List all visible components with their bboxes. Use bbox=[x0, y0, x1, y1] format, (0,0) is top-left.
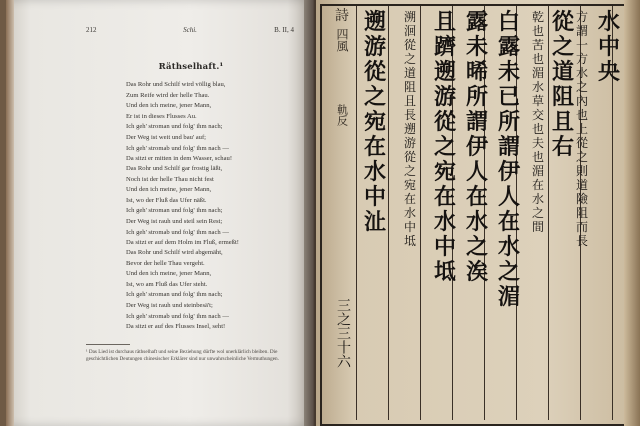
chinese-character: 交 bbox=[531, 108, 544, 122]
verse-line: Da sitzt er auf des Flusses Insel, seht! bbox=[126, 323, 226, 331]
chinese-character: 謂 bbox=[497, 134, 520, 160]
page-edge bbox=[6, 0, 14, 426]
chinese-character: 苦 bbox=[531, 38, 544, 52]
verse-line: Der Weg ist rauh und steil sein Rest; bbox=[126, 217, 223, 225]
chinese-character: 在 bbox=[403, 192, 416, 206]
chinese-character: 謂 bbox=[465, 109, 488, 135]
fold-number bbox=[334, 298, 352, 368]
chinese-character: 未 bbox=[465, 34, 488, 60]
chinese-character: 險 bbox=[575, 192, 588, 206]
verse-line: Das Rohr und Schilf gar frostig läßt, bbox=[126, 165, 223, 172]
verse-line: Ich geh' stroman und folg' ihm nach; bbox=[126, 123, 223, 131]
chinese-character: 草 bbox=[531, 94, 544, 108]
chinese-character: 在 bbox=[465, 184, 488, 210]
page-edge-right bbox=[624, 0, 640, 426]
chinese-character: 而 bbox=[575, 220, 588, 234]
stanza-3 bbox=[126, 248, 316, 333]
chinese-character: 在 bbox=[497, 209, 520, 235]
chinese-character: 在 bbox=[531, 178, 544, 192]
chinese-character: 謂 bbox=[575, 24, 588, 38]
chinese-character: 中 bbox=[403, 220, 416, 234]
verse-line: Und den ich meine, jener Mann, bbox=[126, 270, 212, 278]
chinese-character: 長 bbox=[403, 108, 416, 122]
chinese-character: 從 bbox=[433, 109, 456, 135]
chinese-character: 遡 bbox=[363, 9, 386, 35]
chinese-character: 水 bbox=[597, 9, 620, 35]
chinese-character: 水 bbox=[531, 192, 544, 206]
margin-note-text: 軌反 bbox=[335, 104, 349, 126]
verse-line: Da sitzt er auf dem Holm im Fluß, ermeßt! bbox=[126, 239, 239, 247]
chinese-character: 之 bbox=[363, 84, 386, 110]
verse-line: Ich geh' stromab und folg' ihm nach — bbox=[126, 312, 229, 320]
page-number: 212 bbox=[86, 26, 97, 34]
chinese-character: 央 bbox=[597, 59, 620, 85]
chinese-character: 坻 bbox=[433, 259, 456, 285]
chinese-character: 之 bbox=[433, 134, 456, 160]
chinese-character: 所 bbox=[465, 84, 488, 110]
chinese-character: 在 bbox=[363, 134, 386, 160]
verse-line: Und den ich meine, jener Mann, bbox=[126, 102, 212, 110]
verse-line: Und den ich meine, jener Mann, bbox=[126, 186, 212, 194]
chinese-character: 未 bbox=[497, 59, 520, 85]
chinese-character: 從 bbox=[363, 59, 386, 85]
verse-line: Da sitzt er mitten in dem Wasser, schau! bbox=[126, 155, 233, 163]
running-title: Schi. bbox=[183, 26, 197, 34]
chinese-character: 白 bbox=[497, 9, 520, 35]
stanza-2 bbox=[126, 164, 316, 249]
stanza-1 bbox=[126, 80, 316, 165]
chinese-character: 晞 bbox=[465, 59, 488, 85]
text-column bbox=[494, 10, 524, 310]
verse-line: Ich geh' stroman und folg' ihm nach; bbox=[126, 207, 223, 215]
chinese-character: 躋 bbox=[433, 34, 456, 60]
chinese-character: 涘 bbox=[465, 259, 488, 285]
chinese-character: 一 bbox=[575, 38, 588, 52]
verse-line: Ich geh' stroman und folg' ihm nach; bbox=[126, 291, 223, 299]
chinese-character: 方 bbox=[575, 10, 588, 24]
text-column bbox=[548, 10, 578, 160]
chinese-character: 方 bbox=[575, 52, 588, 66]
chinese-character: 長 bbox=[575, 234, 588, 248]
chinese-character: 且 bbox=[433, 9, 456, 35]
chinese-character: 從 bbox=[551, 9, 574, 35]
chinese-character: 露 bbox=[465, 9, 488, 35]
chinese-character: 阻 bbox=[575, 206, 588, 220]
verse-line: Ist, wo am Fluß das Ufer steht. bbox=[126, 280, 208, 288]
chinese-character: 之 bbox=[403, 52, 416, 66]
chinese-character: 也 bbox=[531, 122, 544, 136]
chinese-character: 從 bbox=[403, 150, 416, 164]
column-rule bbox=[420, 6, 421, 420]
verse-line: Er ist in dieses Flusses Au. bbox=[126, 112, 197, 120]
chinese-character: 道 bbox=[403, 66, 416, 80]
chinese-character: 在 bbox=[433, 184, 456, 210]
margin-title-text: 詩 bbox=[335, 8, 349, 24]
column-rule bbox=[356, 6, 357, 420]
chinese-character: 水 bbox=[531, 80, 544, 94]
chinese-character: 且 bbox=[551, 109, 574, 135]
chinese-character: 道 bbox=[575, 178, 588, 192]
chinese-character: 右 bbox=[551, 134, 574, 160]
chinese-character: 從 bbox=[575, 136, 588, 150]
left-page bbox=[6, 0, 312, 426]
chinese-character: 則 bbox=[575, 164, 588, 178]
text-column bbox=[594, 10, 624, 85]
chinese-character: 沚 bbox=[363, 209, 386, 235]
chinese-character: 伊 bbox=[497, 159, 520, 185]
poem-title: Räthselhaft.¹ bbox=[158, 62, 224, 72]
chinese-character: 宛 bbox=[363, 109, 386, 135]
verse-line: Der Weg ist weit und bau' auf; bbox=[126, 133, 207, 141]
text-column bbox=[528, 10, 548, 234]
footnote: ¹ Das Lied ist durchaus räthselhaft und seine Beziehung dürfte wol unerklärlich bleiben. Die geschichtlichen Deutungen chinesischer Erklärer sind nur unwahrscheinliche Vermuthungen. bbox=[86, 349, 279, 363]
verse-line: Das Rohr und Schilf wird völlig blau, bbox=[126, 81, 226, 88]
verse-line: Das Rohr und Schilf wird abgemäht, bbox=[126, 249, 223, 256]
chinese-character: 遡 bbox=[403, 122, 416, 136]
chinese-character: 湄 bbox=[531, 66, 544, 80]
chinese-character: 之 bbox=[403, 164, 416, 178]
verse-line: Bevor der helle Thau vergeht. bbox=[126, 259, 205, 267]
chinese-character: 宛 bbox=[433, 159, 456, 185]
text-column bbox=[462, 10, 492, 285]
fold-number-text: 三之三十六 bbox=[335, 298, 351, 368]
chinese-character: 之 bbox=[465, 234, 488, 260]
chinese-character: 游 bbox=[403, 136, 416, 150]
chinese-character: 伊 bbox=[465, 134, 488, 160]
footnote-divider bbox=[86, 344, 130, 345]
chinese-character: 上 bbox=[575, 122, 588, 136]
chinese-character: 坻 bbox=[403, 234, 416, 248]
chinese-character: 中 bbox=[433, 234, 456, 260]
chinese-character: 所 bbox=[497, 109, 520, 135]
verse-line: Zum Reife wird der helle Thau. bbox=[126, 91, 210, 99]
text-column bbox=[360, 10, 390, 235]
chinese-character: 夫 bbox=[531, 136, 544, 150]
chinese-character: 之 bbox=[531, 206, 544, 220]
chinese-character: 且 bbox=[403, 94, 416, 108]
margin-title bbox=[332, 8, 352, 126]
chinese-character: 乾 bbox=[531, 10, 544, 24]
chinese-character: 從 bbox=[403, 38, 416, 52]
chinese-character: 人 bbox=[497, 184, 520, 210]
chinese-character: 水 bbox=[433, 209, 456, 235]
chinese-character: 也 bbox=[531, 24, 544, 38]
text-column bbox=[430, 10, 460, 285]
text-column bbox=[400, 10, 420, 248]
verse-line: Ich geh' stromab und folg' ihm nach — bbox=[126, 228, 229, 236]
chinese-character: 也 bbox=[575, 108, 588, 122]
chinese-character: 也 bbox=[531, 52, 544, 66]
chinese-character: 之 bbox=[575, 150, 588, 164]
chinese-character: 之 bbox=[551, 34, 574, 60]
verse-line: Der Weg ist rauh und steinbesä't; bbox=[126, 301, 213, 309]
chinese-character: 已 bbox=[497, 84, 520, 110]
chinese-character: 游 bbox=[433, 84, 456, 110]
chinese-character: 間 bbox=[531, 220, 544, 234]
chinese-character: 中 bbox=[597, 34, 620, 60]
running-head bbox=[86, 26, 294, 38]
chinese-character: 阻 bbox=[403, 80, 416, 94]
chinese-character: 內 bbox=[575, 94, 588, 108]
chinese-character: 也 bbox=[531, 150, 544, 164]
chinese-character: 人 bbox=[465, 159, 488, 185]
section-reference: B. II, 4 bbox=[274, 26, 294, 34]
chinese-character: 遡 bbox=[433, 59, 456, 85]
chinese-character: 宛 bbox=[403, 178, 416, 192]
chinese-character: 露 bbox=[497, 34, 520, 60]
verse-line: Ich geh' stromab und folg' ihm nach — bbox=[126, 144, 229, 152]
chinese-character: 水 bbox=[363, 159, 386, 185]
chinese-character: 洄 bbox=[403, 24, 416, 38]
chinese-character: 水 bbox=[575, 66, 588, 80]
chinese-character: 水 bbox=[403, 206, 416, 220]
verse-line: Ist, wo der Fluß das Ufer näßt. bbox=[126, 196, 207, 204]
chinese-character: 道 bbox=[551, 59, 574, 85]
chinese-character: 阻 bbox=[551, 84, 574, 110]
chinese-character: 水 bbox=[465, 209, 488, 235]
chinese-character: 溯 bbox=[403, 10, 416, 24]
chinese-character: 之 bbox=[575, 80, 588, 94]
chinese-character: 湄 bbox=[531, 164, 544, 178]
right-page bbox=[316, 0, 640, 426]
verse-line: Noch ist der helle Thau nicht fest bbox=[126, 175, 214, 183]
chinese-character: 之 bbox=[497, 259, 520, 285]
chinese-character: 游 bbox=[363, 34, 386, 60]
chinese-character: 水 bbox=[497, 234, 520, 260]
chinese-character: 中 bbox=[363, 184, 386, 210]
chinese-character: 湄 bbox=[497, 284, 520, 310]
margin-subtitle-text: 四風 bbox=[335, 28, 349, 52]
